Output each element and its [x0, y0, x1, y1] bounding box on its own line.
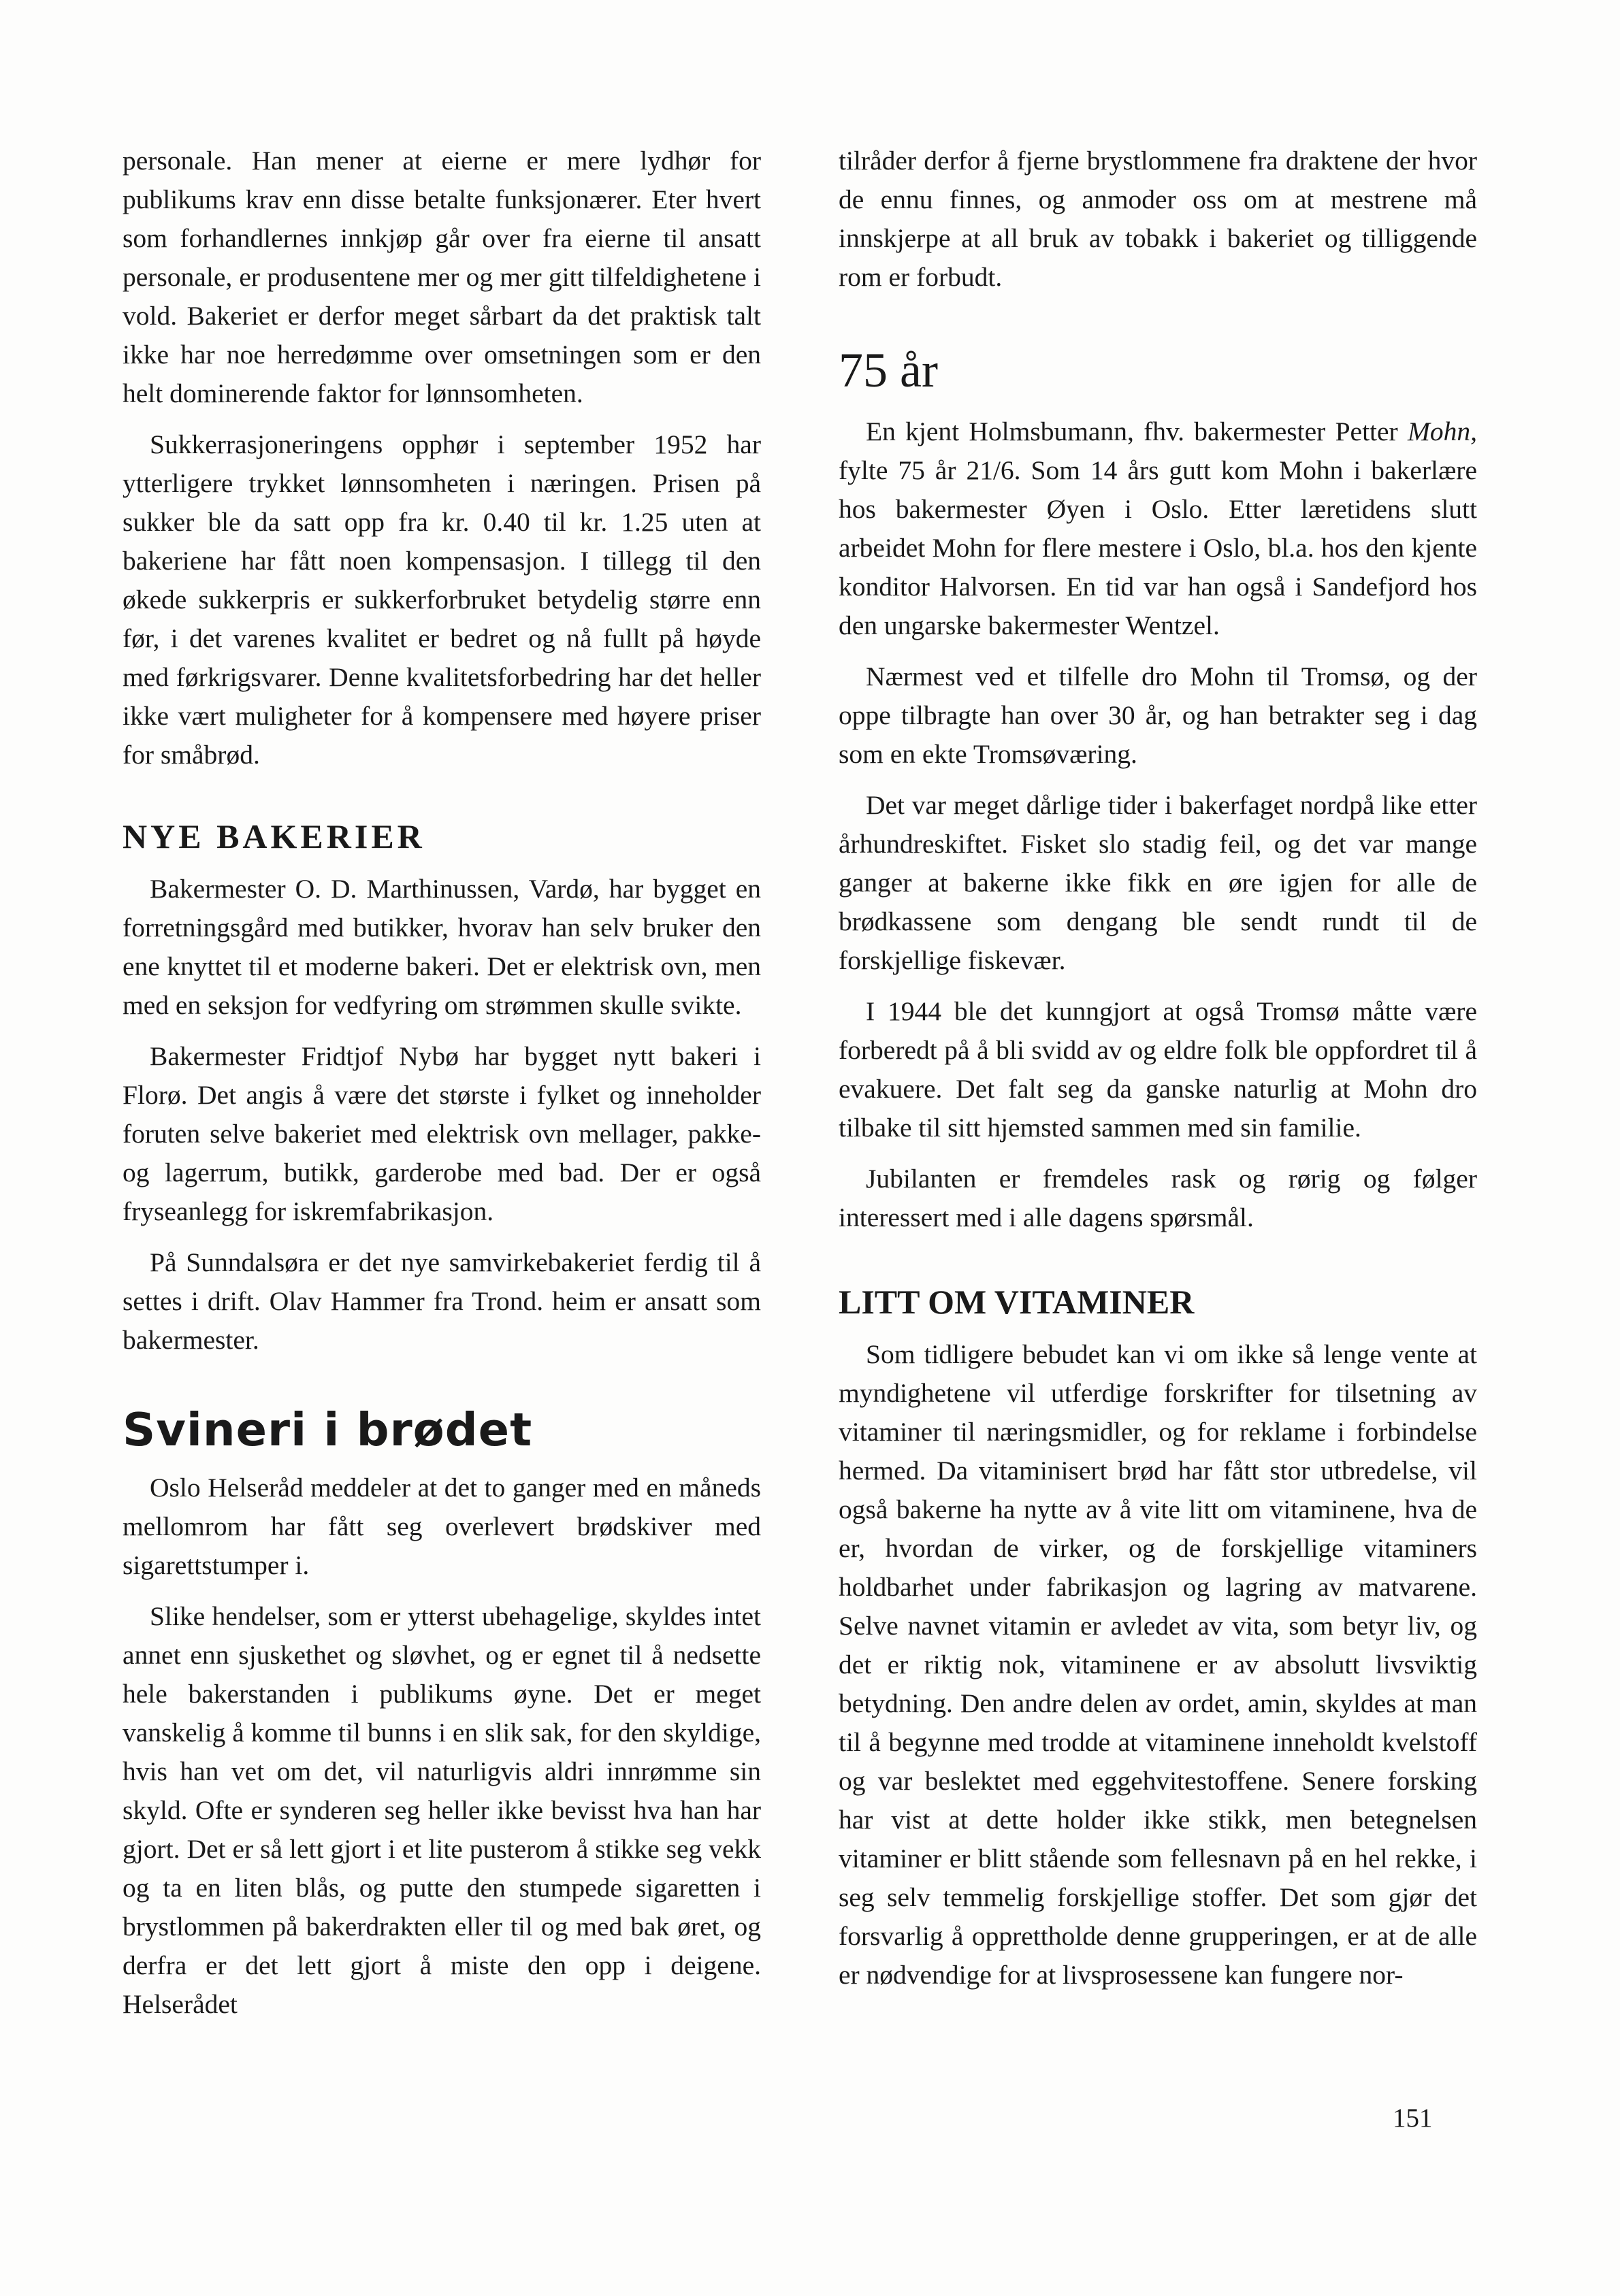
paragraph: Oslo Helseråd meddeler at det to ganger med en måneds mellomrom har fått seg overlevert brødskiver med sigarettstumper i. [123, 1473, 761, 1580]
paragraph: Bakermester Fridtjof Nybø har bygget nytt bakeri i Florø. Det angis å være det største i fylket og inneholder foruten selve bakeriet med elektrisk ovn mellager, pakke- og lagerrum, butikk, garderobe med bad. Der er også fryseanlegg for iskremfabrikasjon. [123, 1041, 761, 1226]
paragraph: Jubilanten er fremdeles rask og rørig og følger interessert med i alle dagens spørsmål. [839, 1164, 1477, 1232]
text-run: fylte 75 år 21/6. Som 14 års gutt kom Mohn i bakerlære hos bakermester Øyen i Oslo. Etter læretidens slutt arbeidet Mohn for flere mestere i Oslo, bl.a. hos den kjente konditor Halvorsen. En tid var han også i Sandefjord hos den ungarske bakermester Wentzel. [839, 455, 1477, 640]
heading-75-ar: 75 år [839, 343, 938, 397]
paragraph [839, 412, 1477, 645]
paragraph: personale. Han mener at eierne er mere lydhør for publikums krav enn disse betalte funksjonærer. Eter hvert som forhandlernes innkjøp går over fra eierne til ansatt personale, er produsentene mer og mer gitt tilfeldighetene i vold. Bakeriet er derfor meget sårbart da det praktisk talt ikke har noe herredømme over omsetningen som er den helt dominerende faktor for lønnsomheten. [123, 146, 761, 408]
paragraph: På Sunndalsøra er det nye samvirkebakeriet ferdig til å settes i drift. Olav Hammer fra Trond. heim er ansatt som bakermester. [123, 1247, 761, 1355]
italic-name: Mohn, [1407, 416, 1477, 446]
text-run: En kjent Holmsbumann, fhv. bakermester Petter [866, 416, 1408, 446]
heading-nye-bakerier: NYE BAKERIER [123, 817, 425, 855]
paragraph: Bakermester O. D. Marthinussen, Vardø, har bygget en forretningsgård med butikker, hvorav han selv bruker den ene knyttet til et moderne bakeri. Det er elektrisk ovn, men med en seksjon for vedfyring om strømmen skulle svikte. [123, 874, 761, 1020]
paragraph: Sukkerrasjoneringens opphør i september 1952 har ytterligere trykket lønnsomheten i næringen. Prisen på sukker ble da satt opp fra kr. 0.40 til kr. 1.25 uten at bakeriene har fått noen kompensasjon. I tillegg til den økede sukkerpris er sukkerforbruket betydelig større enn før, i det varenes kvalitet er bedret og nå fullt på høyde med førkrigsvarer. Denne kvalitetsforbedring har det heller ikke vært muligheter for å kompensere med høyere priser for småbrød. [123, 429, 761, 770]
heading-svineri-i-brodet: Svineri i brødet [123, 1403, 533, 1456]
left-column [123, 142, 761, 2036]
paragraph: Det var meget dårlige tider i bakerfaget nordpå like etter århundreskiftet. Fisket slo stadig feil, og det var mange ganger at bakerne ikke fikk en øre igjen for alle de brødkassene som dengang ble sendt rundt til de forskjellige fiskevær. [839, 790, 1477, 975]
right-column [839, 142, 1477, 2007]
paragraph: Slike hendelser, som er ytterst ubehagelige, skyldes intet annet enn sjuskethet og sløvhet, og er egnet til å nedsette hele bakerstanden i publikums øyne. Det er meget vanskelig å komme til bunns i en slik sak, for den skyldige, hvis han vet om det, vil naturligvis aldri innrømme sin skyld. Ofte er synderen seg heller ikke bevisst hva han har gjort. Det er så lett gjort i et lite pusterom å stikke seg vekk og ta en liten blås, og putte den stumpede sigaretten i brystlommen på bakerdrakten eller til og med bak øret, og derfra er det lett gjort å miste den opp i deigene. Helserådet [123, 1601, 761, 2019]
paragraph: tilråder derfor å fjerne brystlommene fra draktene der hvor de ennu finnes, og anmoder oss om at mestrene må innskjerpe at all bruk av tobakk i bakeriet og tilliggende rom er forbudt. [839, 146, 1477, 292]
paragraph: I 1944 ble det kunngjort at også Tromsø måtte være forberedt på å bli svidd av og eldre folk ble oppfordret til å evakuere. Det falt seg da ganske naturlig at Mohn dro tilbake til sitt hjemsted sammen med sin familie. [839, 996, 1477, 1143]
page-number: 151 [1393, 2103, 1433, 2133]
paragraph: Nærmest ved et tilfelle dro Mohn til Tromsø, og der oppe tilbragte han over 30 år, og han betrakter seg i dag som en ekte Tromsøværing. [839, 661, 1477, 769]
heading-litt-om-vitaminer: LITT OM VITAMINER [839, 1283, 1195, 1321]
paragraph: Som tidligere bebudet kan vi om ikke så lenge vente at myndighetene vil utferdige forskrifter for tilsetning av vitaminer til næringsmidler, og for reklame i forbindelse hermed. Da vitaminisert brød har fått stor utbredelse, vil også bakerne ha nytte av å vite litt om vitaminene, hva de er, hvordan de virker, og de forskjellige vitaminers holdbarhet under fabrikasjon og lagring av matvarene. Selve navnet vitamin er avledet av vita, som betyr liv, og det er riktig nok, vitaminene er av absolutt livsviktig betydning. Den andre delen av ordet, amin, skyldes at man til å begynne med trodde at vitaminene inneholdt kvelstoff og var beslektet med eggehvitestoffene. Senere forsking har vist at dette holder ikke stikk, men betegnelsen vitaminer er blitt stående som fellesnavn på en hel rekke, i seg selv temmelig forskjellige stoffer. Det som gjør det forsvarlig å opprettholde denne grupperingen, er at de alle er nødvendige for at livsprosessene kan fungere nor- [839, 1339, 1477, 1990]
